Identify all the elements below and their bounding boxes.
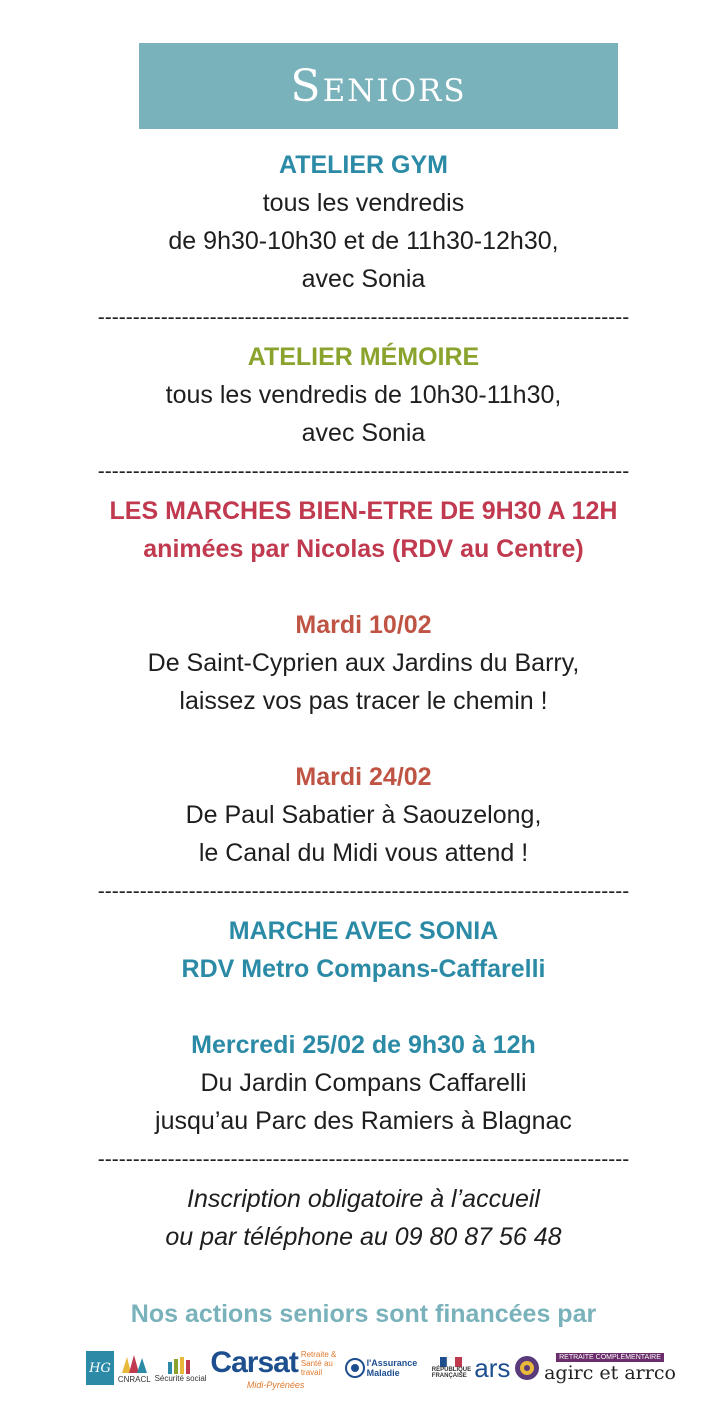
republique-francaise-logo — [432, 1357, 470, 1379]
memoire-line-2: avec Sonia — [301, 419, 426, 447]
haute-garonne-logo — [86, 1351, 114, 1385]
assurance-maladie-label: l'Assurance Maladie — [366, 1358, 418, 1378]
ars-wordmark: ars — [474, 1352, 511, 1383]
page-title: Seniors — [290, 60, 467, 112]
securite-sociale-logo — [155, 1354, 207, 1383]
funding-title: Nos actions seniors sont financées par — [130, 1300, 597, 1328]
agirc-arrco-tagline: RETRAITE COMPLÉMENTAIRE — [556, 1353, 664, 1362]
walk-1-date: Mardi 10/02 — [295, 611, 432, 639]
cnracl-logo — [118, 1353, 151, 1384]
sonia-walk-line-2: jusqu’au Parc des Ramiers à Blagnac — [155, 1107, 572, 1135]
sonia-walk-subtitle: RDV Metro Compans-Caffarelli — [181, 955, 546, 983]
walk-2-date: Mardi 24/02 — [295, 763, 432, 791]
carsat-wordmark: Carsat — [210, 1346, 298, 1379]
carsat-logo — [210, 1346, 340, 1390]
sonia-walk-title: MARCHE AVEC SONIA — [228, 917, 499, 945]
walk-2-line-2: le Canal du Midi vous attend ! — [198, 839, 529, 867]
inscription-line-2: ou par téléphone au 09 80 87 56 48 — [165, 1223, 562, 1251]
marches-title: LES MARCHES BIEN-ETRE DE 9H30 A 12H — [109, 497, 618, 525]
cnracl-label: CNRACL — [117, 1374, 151, 1384]
agirc-arrco-wordmark: agirc et arrco — [544, 1361, 676, 1384]
sonia-walk-line-1: Du Jardin Compans Caffarelli — [200, 1069, 527, 1097]
walk-2-line-1: De Paul Sabatier à Saouzelong, — [185, 801, 542, 829]
carsat-tagline: Retraite & Santé au travail — [300, 1349, 337, 1377]
inscription-line-1: Inscription obligatoire à l’accueil — [187, 1185, 540, 1213]
assurance-maladie-logo — [345, 1358, 429, 1378]
divider: ---------------------------------------------------------------------------- — [97, 1148, 630, 1171]
memoire-title: ATELIER MÉMOIRE — [247, 343, 480, 371]
gym-line-3: avec Sonia — [301, 265, 426, 293]
haute-garonne-logo-text: HG — [89, 1361, 111, 1376]
securite-sociale-label: Sécurité social — [154, 1373, 207, 1383]
divider: ---------------------------------------------------------------------------- — [97, 306, 630, 329]
agirc-arrco-logo — [544, 1353, 676, 1384]
carsat-region: Midi-Pyrénées — [246, 1380, 305, 1390]
gym-line-1: tous les vendredis — [262, 189, 465, 217]
seal-logo — [514, 1355, 540, 1381]
title-banner — [139, 43, 618, 129]
program-content — [0, 146, 727, 1256]
republique-francaise-label: RÉPUBLIQUE FRANÇAISE — [431, 1367, 472, 1379]
ars-logo — [474, 1353, 510, 1384]
partner-logos — [86, 1344, 676, 1392]
divider: ---------------------------------------------------------------------------- — [97, 880, 630, 903]
gym-title: ATELIER GYM — [279, 151, 448, 179]
gym-line-2: de 9h30-10h30 et de 11h30-12h30, — [168, 227, 559, 255]
divider: ---------------------------------------------------------------------------- — [97, 460, 630, 483]
memoire-line-1: tous les vendredis de 10h30-11h30, — [165, 381, 562, 409]
marches-subtitle: animées par Nicolas (RDV au Centre) — [143, 535, 584, 563]
walk-1-line-2: laissez vos pas tracer le chemin ! — [179, 687, 548, 715]
walk-1-line-1: De Saint-Cyprien aux Jardins du Barry, — [147, 649, 580, 677]
sonia-walk-date: Mercredi 25/02 de 9h30 à 12h — [191, 1031, 536, 1059]
